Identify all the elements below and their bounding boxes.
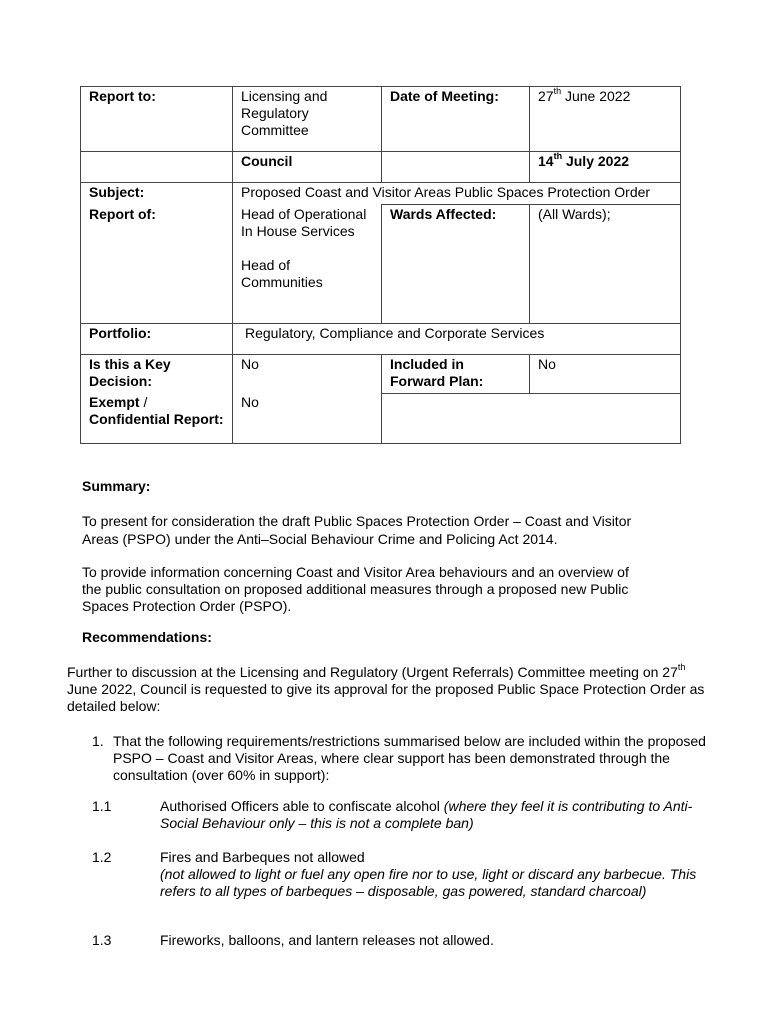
recommendations-intro: Further to discussion at the Licensing and Regulatory (Urgent Referrals) Committee meeting on 27th June 2022, Council is requested to give its approval for the proposed Public Space Protection Order as detailed below:	[67, 662, 705, 714]
item-1-3-number: 1.3	[92, 932, 112, 948]
wards-affected-value: (All Wards);	[530, 205, 681, 324]
date-of-meeting-label: Date of Meeting:	[382, 87, 530, 152]
report-of-line-2: Head of Communities	[241, 256, 323, 290]
item-1-1-number: 1.1	[92, 798, 112, 814]
item-1-number: 1.	[92, 733, 104, 749]
subject-value: Proposed Coast and Visitor Areas Public Spaces Protection Order	[233, 183, 681, 205]
meeting-date-1: 27th June 2022	[530, 87, 681, 152]
empty-cell	[81, 152, 233, 183]
empty-cell	[382, 393, 681, 444]
summary-paragraph-1: To present for consideration the draft Public Spaces Protection Order – Coast and Visitor Areas (PSPO) under the Anti–Social Behaviour Crime and Policing Act 2014.	[82, 513, 632, 547]
recommendations-heading: Recommendations:	[82, 629, 212, 645]
item-1-3-text: Fireworks, balloons, and lantern releases not allowed.	[160, 932, 494, 948]
empty-cell	[382, 152, 530, 183]
report-header-table	[80, 86, 681, 444]
item-1-2-number: 1.2	[92, 849, 112, 865]
key-decision-value: No	[233, 354, 382, 393]
report-to-value: Licensing and Regulatory Committee	[233, 87, 382, 152]
report-of-line-1: Head of Operational In House Services	[241, 205, 367, 239]
wards-affected-label: Wards Affected:	[382, 205, 530, 324]
summary-paragraph-2: To provide information concerning Coast and Visitor Area behaviours and an overview of the public consultation on proposed additional measures through a proposed new Public Spaces Protection Order (PSPO).	[82, 564, 629, 614]
summary-heading: Summary:	[82, 478, 151, 494]
report-to-label: Report to:	[81, 87, 233, 152]
forward-plan-label: Included in Forward Plan:	[382, 354, 530, 393]
meeting-date-2: 14th July 2022	[530, 152, 681, 183]
exempt-label: Exempt / Confidential Report:	[81, 393, 233, 444]
council-label: Council	[233, 152, 382, 183]
item-1-text: That the following requirements/restrictions summarised below are included within the proposed PSPO – Coast and Visitor Areas, where clear support has been demonstrated through the consultation (over 60% in support):	[113, 733, 706, 783]
exempt-value: No	[233, 393, 382, 444]
report-of-value	[233, 205, 382, 324]
item-1-1-text: Authorised Officers able to confiscate alcohol (where they feel it is contributing to Anti-Social Behaviour only – this is not a complete ban)	[160, 798, 693, 831]
portfolio-value: Regulatory, Compliance and Corporate Services	[233, 323, 681, 354]
item-1-2-text: Fires and Barbeques not allowed (not allowed to light or fuel any open fire nor to use, light or discard any barbecue. This refers to all types of barbeques – disposable, gas powered, standard charcoal)	[160, 849, 697, 899]
forward-plan-value: No	[530, 354, 681, 393]
subject-label: Subject:	[81, 183, 233, 205]
report-of-label: Report of:	[81, 205, 233, 324]
key-decision-label: Is this a Key Decision:	[81, 354, 233, 393]
portfolio-label: Portfolio:	[81, 323, 233, 354]
